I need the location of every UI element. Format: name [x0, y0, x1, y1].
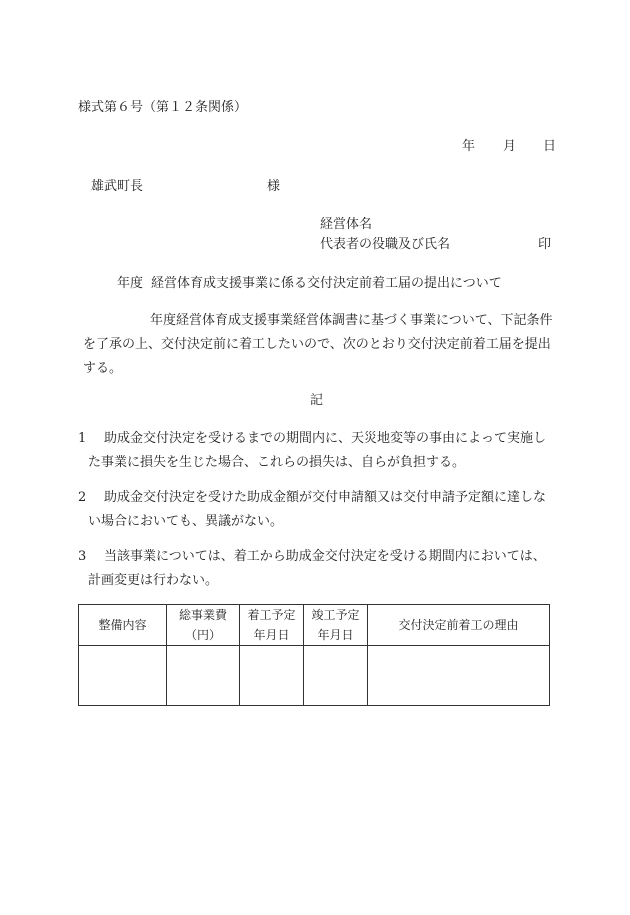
body-text: 年度経営体育成支援事業経営体調書に基づく事業について、下記条件を了承の上、交付決定前に着工したいので、次のとおり交付決定前着工届を提出する。 [83, 313, 553, 376]
cell-total-cost [167, 646, 240, 706]
form-number: 様式第６号（第１２条関係） [78, 100, 248, 115]
table-header-row [79, 605, 550, 646]
header-completion-date [304, 605, 368, 646]
condition-number: 1 [78, 431, 87, 446]
condition-item [78, 545, 556, 593]
cell-completion-date [304, 646, 368, 706]
header-total-cost-line1: 総事業費 [178, 608, 227, 622]
header-completion-date-line2: 年月日 [317, 628, 354, 642]
header-total-cost-line2: （円） [184, 628, 221, 642]
representative-label: 代表者の役職及び氏名 [320, 237, 451, 252]
cell-start-date [240, 646, 304, 706]
cell-reason [368, 646, 550, 706]
header-start-date-line2: 年月日 [253, 628, 290, 642]
date-day-label: 日 [543, 139, 557, 154]
condition-text: 当該事業については、着工から助成金交付決定を受ける期間内においては、計画変更は行わない。 [88, 549, 546, 588]
ki-heading: 記 [310, 393, 324, 408]
condition-item [78, 427, 556, 475]
table-row [79, 646, 550, 706]
addressee-name: 雄武町長 [91, 179, 144, 194]
body-paragraph [83, 309, 553, 381]
condition-text: 助成金交付決定を受けた助成金額が交付申請額又は交付申請予定額に達しない場合においても、異議がない。 [88, 490, 547, 529]
org-name-label: 経営体名 [320, 217, 373, 232]
seal-mark: 印 [538, 237, 552, 252]
condition-number: 3 [78, 549, 87, 564]
addressee-honorific: 様 [267, 179, 281, 194]
condition-number: 2 [78, 490, 87, 505]
title-year-prefix: 年度 [117, 276, 144, 291]
condition-item [78, 486, 556, 534]
title-text: 経営体育成支援事業に係る交付決定前着工届の提出について [151, 276, 502, 291]
construction-table [78, 604, 550, 706]
condition-text: 助成金交付決定を受けるまでの期間内に、天災地変等の事由によって実施した事業に損失を生じた場合、これらの損失は、自らが負担する。 [88, 431, 547, 470]
cell-content [79, 646, 167, 706]
header-total-cost [167, 605, 240, 646]
date-month-label: 月 [503, 139, 517, 154]
header-content: 整備内容 [79, 605, 167, 646]
header-completion-date-line1: 竣工予定 [311, 608, 360, 622]
header-start-date-line1: 着工予定 [247, 608, 296, 622]
header-start-date [240, 605, 304, 646]
date-year-label: 年 [462, 139, 476, 154]
header-reason: 交付決定前着工の理由 [368, 605, 550, 646]
